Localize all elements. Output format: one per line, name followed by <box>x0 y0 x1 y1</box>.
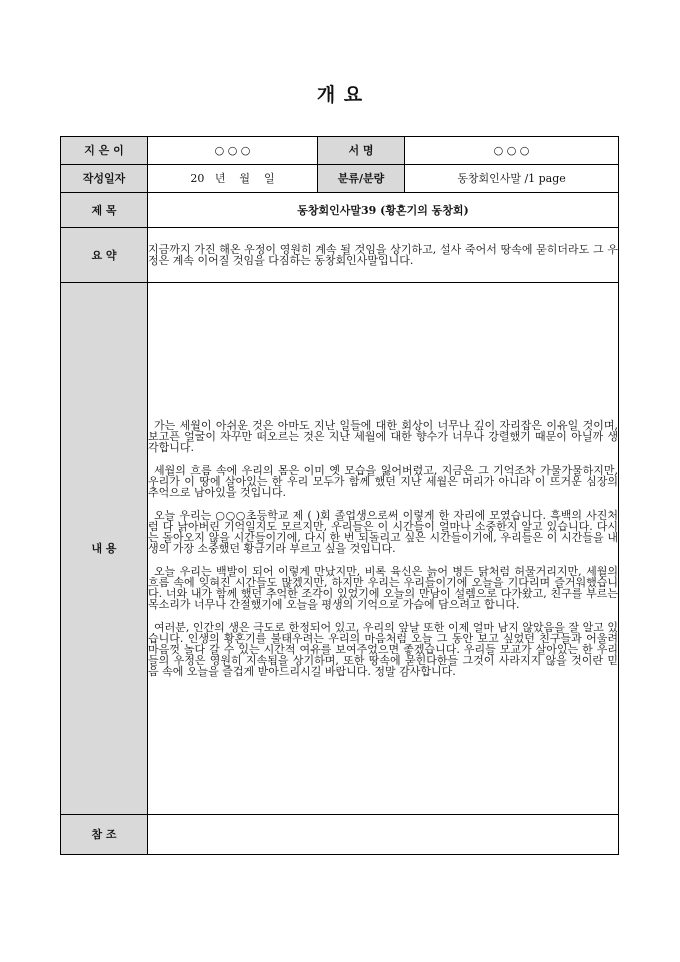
content-label: 내 용 <box>61 283 148 815</box>
content-paragraph: 오늘 우리는 ○○○초등학교 제 ( )회 졸업생으로써 이렇게 한 자리에 모였습니다. 흑백의 사진처럼 다 낡아버린 기억일지도 모르지만, 우리들은 이 시간들이 얼마나 소중한지 알고 있습니다. 다시는 돌아오지 않을 시간들이기에, 다시 한 번 되돌리고 싶은 시간들이기에, 우리들은 이 시간들을 내 생의 가장 소중했던 황금기라 부르고 싶을 것입니다. <box>148 509 618 555</box>
document-title: 개 요 <box>316 84 364 106</box>
category-value: 동창회인사말 /1 page <box>405 165 619 193</box>
reference-label: 참 조 <box>61 815 148 855</box>
summary-form-table <box>60 136 619 855</box>
subject-label: 제 목 <box>61 193 148 228</box>
subject-row <box>61 193 619 228</box>
date-row <box>61 165 619 193</box>
subject-value: 동창회인사말39 (황혼기의 동창회) <box>148 193 619 228</box>
content-paragraph: 오늘 우리는 백발이 되어 이렇게 만났지만, 비록 육신은 늙어 병든 닭처럼 허물거리지만, 세월의 흐름 속에 잊혀진 시간들도 많겠지만, 하지만 우리는 우리들이기에 오늘을 기다리며 즐거워했습니다. 너와 내가 함께 했던 추억한 조각이 있었기에 오늘의 만남이 설렘으로 다가왔고, 친구를 부르는 목소리가 너무나 간절했기에 오늘을 평생의 기억으로 가슴에 담으려고 합니다. <box>148 565 618 611</box>
author-label: 지 은 이 <box>61 137 148 165</box>
content-paragraph: 세월의 흐름 속에 우리의 몸은 이미 옛 모습을 잃어버렸고, 지금은 그 기억조차 가물가물하지만, 우리가 이 땅에 살아있는 한 우리 모두가 함께 했던 지난 세월은 머리가 아니라 이 뜨거운 심장의 추억으로 남아있을 것입니다. <box>148 464 618 499</box>
reference-value <box>148 815 619 855</box>
content-paragraph: 가는 세월이 아쉬운 것은 아마도 지난 일들에 대한 회상이 너무나 깊이 자리잡은 이유일 것이며, 보고픈 얼굴이 자꾸만 떠오르는 것은 지난 세월에 대한 향수가 너무나 강렬했기 때문이 아닐까 생각합니다. <box>148 419 618 454</box>
summary-text: 지금까지 가진 해온 우정이 영원히 계속 될 것임을 상기하고, 설사 죽어서 땅속에 묻히더라도 그 우정은 계속 이어질 것임을 다짐하는 동창회인사말입니다. <box>148 228 619 283</box>
category-label: 분류/분량 <box>318 165 405 193</box>
summary-label: 요 약 <box>61 228 148 283</box>
reference-row <box>61 815 619 855</box>
signature-value: ○ ○ ○ <box>405 137 619 165</box>
content-row <box>61 283 619 815</box>
signature-label: 서 명 <box>318 137 405 165</box>
date-value: 20 년 월 일 <box>148 165 318 193</box>
summary-row <box>61 228 619 283</box>
author-row <box>61 137 619 165</box>
content-body <box>148 283 619 815</box>
date-label: 작성일자 <box>61 165 148 193</box>
content-paragraph: 여러분, 인간의 생은 극도로 한정되어 있고, 우리의 앞날 또한 이제 얼마 남지 않았음을 잘 알고 있습니다. 인생의 황혼기를 불태우려는 우리의 마음처럼 오늘 그 동안 보고 싶었던 친구들과 어울려 마음껏 놀다 갈 수 있는 시간적 여유를 보여주었으면 좋겠습니다. 우리들 모교가 살아있는 한 우리들의 우정은 영원히 지속됨을 상기하며, 또한 땅속에 묻힌다한들 그것이 사라지지 않을 것이란 믿음 속에 오늘을 즐겁게 받아드리시길 바랍니다. 정말 감사합니다. <box>148 621 618 678</box>
author-value: ○ ○ ○ <box>148 137 318 165</box>
